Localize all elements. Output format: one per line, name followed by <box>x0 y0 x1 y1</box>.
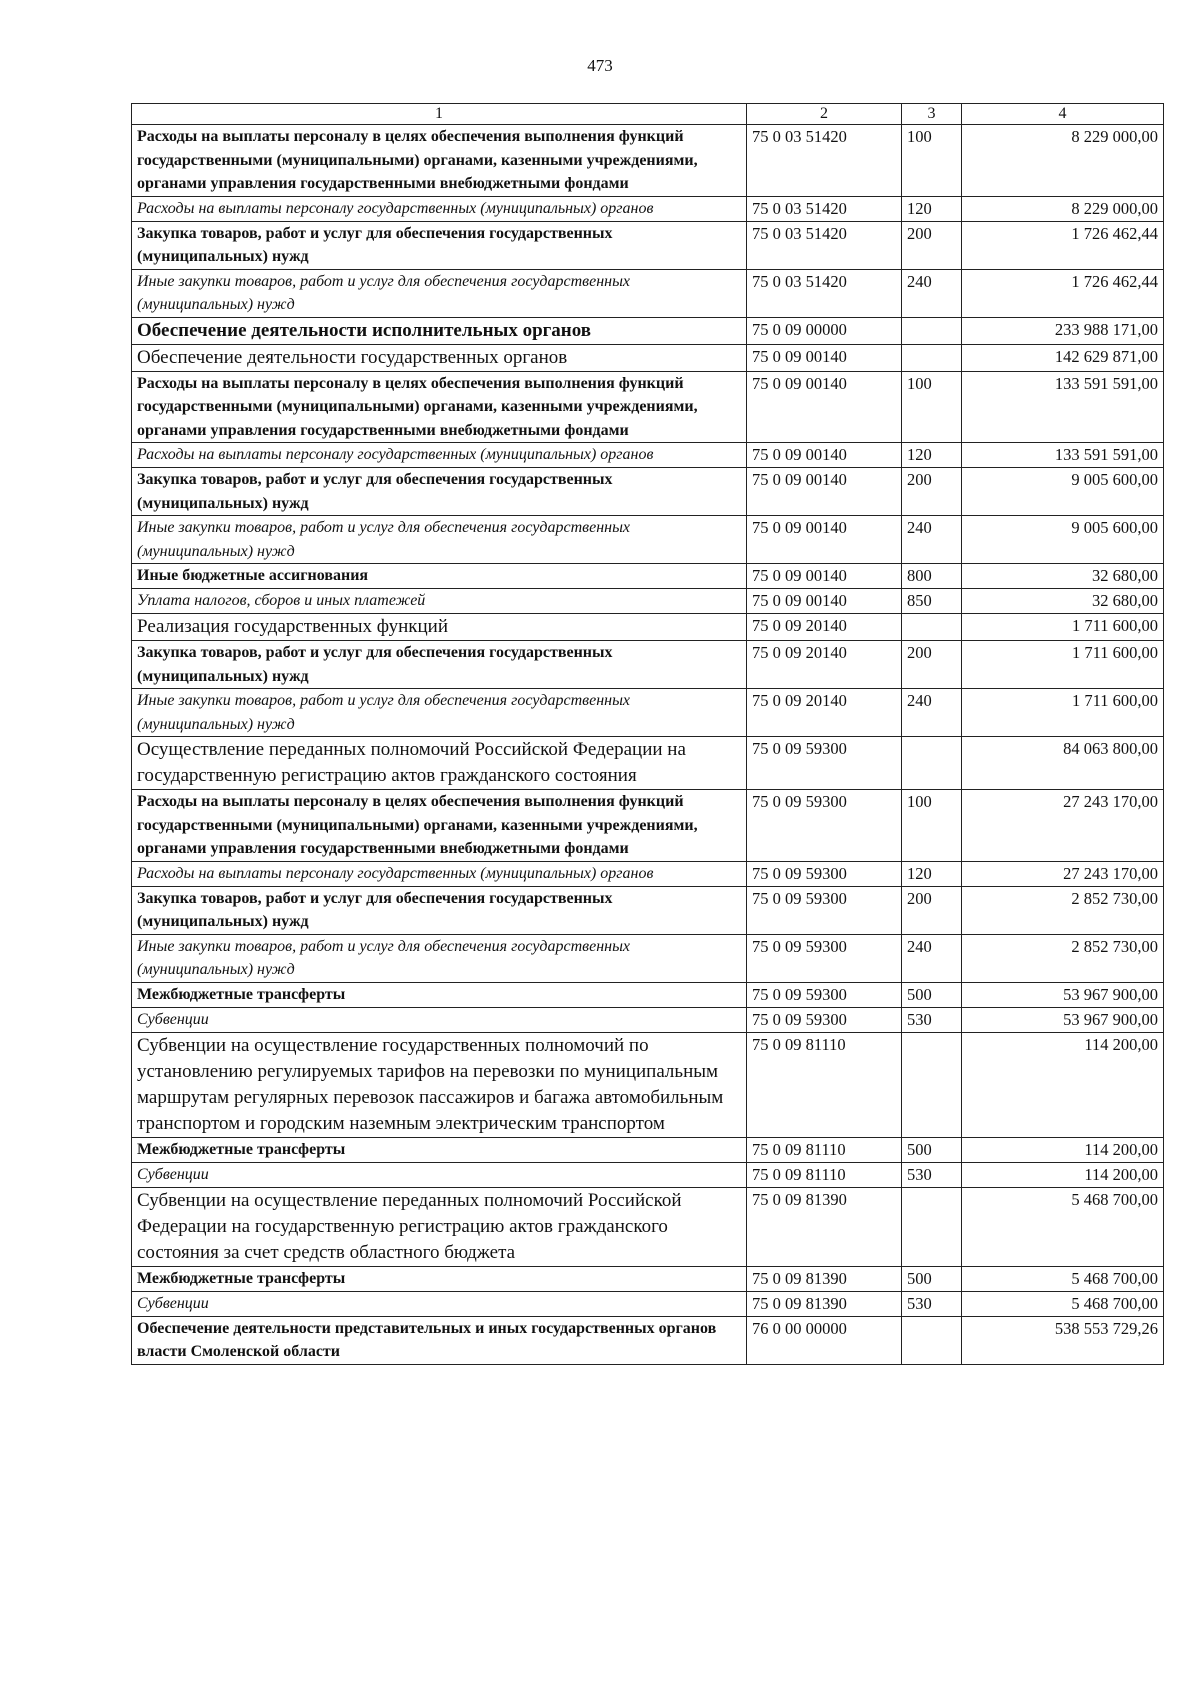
row-expense-type: 850 <box>902 589 962 614</box>
row-code: 75 0 09 81390 <box>747 1291 902 1316</box>
row-amount: 53 967 900,00 <box>962 1007 1164 1032</box>
row-name: Закупка товаров, работ и услуг для обеспечения государственных (муниципальных) нужд <box>132 468 747 516</box>
row-code: 75 0 09 81390 <box>747 1187 902 1266</box>
row-code: 75 0 09 00140 <box>747 468 902 516</box>
row-amount: 8 229 000,00 <box>962 196 1164 221</box>
table-row <box>132 344 1164 371</box>
table-row <box>132 790 1164 862</box>
row-name: Закупка товаров, работ и услуг для обеспечения государственных (муниципальных) нужд <box>132 641 747 689</box>
row-amount: 114 200,00 <box>962 1032 1164 1137</box>
row-name: Обеспечение деятельности представительных и иных государственных органов власти Смоленской области <box>132 1316 747 1364</box>
row-expense-type: 530 <box>902 1162 962 1187</box>
row-code: 75 0 09 81110 <box>747 1032 902 1137</box>
table-row <box>132 317 1164 344</box>
table-row <box>132 1316 1164 1364</box>
table-row <box>132 1032 1164 1137</box>
row-name: Реализация государственных функций <box>132 614 747 641</box>
row-amount: 5 468 700,00 <box>962 1266 1164 1291</box>
table-row <box>132 861 1164 886</box>
row-name: Межбюджетные трансферты <box>132 982 747 1007</box>
row-name: Закупка товаров, работ и услуг для обеспечения государственных (муниципальных) нужд <box>132 886 747 934</box>
row-amount: 233 988 171,00 <box>962 317 1164 344</box>
row-name: Обеспечение деятельности исполнительных органов <box>132 317 747 344</box>
row-expense-type <box>902 1032 962 1137</box>
header-col-2: 2 <box>747 104 902 125</box>
table-row <box>132 1187 1164 1266</box>
row-name: Расходы на выплаты персоналу в целях обеспечения выполнения функций государственными (муниципальными) органами, казенными учреждениями, органами управления государственными внебюджетными фондами <box>132 125 747 197</box>
row-expense-type <box>902 317 962 344</box>
row-expense-type <box>902 1316 962 1364</box>
row-name: Расходы на выплаты персоналу в целях обеспечения выполнения функций государственными (муниципальными) органами, казенными учреждениями, органами управления государственными внебюджетными фондами <box>132 371 747 443</box>
row-amount: 1 711 600,00 <box>962 641 1164 689</box>
table-row <box>132 934 1164 982</box>
table-row <box>132 614 1164 641</box>
table-row <box>132 1291 1164 1316</box>
row-expense-type: 240 <box>902 269 962 317</box>
row-code: 75 0 03 51420 <box>747 125 902 197</box>
budget-table <box>131 103 1164 1365</box>
row-code: 75 0 09 00140 <box>747 589 902 614</box>
table-row <box>132 1162 1164 1187</box>
table-row <box>132 1266 1164 1291</box>
table-row <box>132 371 1164 443</box>
row-amount: 142 629 871,00 <box>962 344 1164 371</box>
row-amount: 27 243 170,00 <box>962 861 1164 886</box>
table-row <box>132 589 1164 614</box>
row-name: Субвенции на осуществление переданных полномочий Российской Федерации на государственную регистрацию актов гражданского состояния за счет средств областного бюджета <box>132 1187 747 1266</box>
table-row <box>132 196 1164 221</box>
table-row <box>132 689 1164 737</box>
row-expense-type: 800 <box>902 564 962 589</box>
row-expense-type: 100 <box>902 790 962 862</box>
row-expense-type <box>902 1187 962 1266</box>
row-name: Межбюджетные трансферты <box>132 1266 747 1291</box>
table-row <box>132 443 1164 468</box>
row-expense-type: 120 <box>902 443 962 468</box>
row-code: 75 0 09 59300 <box>747 982 902 1007</box>
row-expense-type: 200 <box>902 468 962 516</box>
row-expense-type: 100 <box>902 371 962 443</box>
row-amount: 27 243 170,00 <box>962 790 1164 862</box>
row-name: Расходы на выплаты персоналу в целях обеспечения выполнения функций государственными (муниципальными) органами, казенными учреждениями, органами управления государственными внебюджетными фондами <box>132 790 747 862</box>
table-row <box>132 269 1164 317</box>
table-row <box>132 1137 1164 1162</box>
row-amount: 84 063 800,00 <box>962 737 1164 790</box>
row-amount: 114 200,00 <box>962 1162 1164 1187</box>
row-expense-type: 200 <box>902 221 962 269</box>
row-amount: 1 711 600,00 <box>962 614 1164 641</box>
row-amount: 53 967 900,00 <box>962 982 1164 1007</box>
row-amount: 114 200,00 <box>962 1137 1164 1162</box>
row-amount: 538 553 729,26 <box>962 1316 1164 1364</box>
row-name: Иные бюджетные ассигнования <box>132 564 747 589</box>
table-row <box>132 221 1164 269</box>
row-expense-type: 500 <box>902 1137 962 1162</box>
row-name: Субвенции на осуществление государственных полномочий по установлению регулируемых тарифов на перевозки по муниципальным маршрутам регулярных перевозок пассажиров и багажа автомобильным транспортом и городским наземным электрическим транспортом <box>132 1032 747 1137</box>
row-code: 75 0 09 59300 <box>747 790 902 862</box>
row-name: Субвенции <box>132 1162 747 1187</box>
row-expense-type: 240 <box>902 516 962 564</box>
row-expense-type <box>902 344 962 371</box>
row-amount: 32 680,00 <box>962 589 1164 614</box>
row-name: Уплата налогов, сборов и иных платежей <box>132 589 747 614</box>
row-expense-type: 200 <box>902 886 962 934</box>
row-name: Расходы на выплаты персоналу государственных (муниципальных) органов <box>132 443 747 468</box>
row-expense-type <box>902 614 962 641</box>
row-code: 75 0 09 00140 <box>747 371 902 443</box>
row-code: 75 0 09 81390 <box>747 1266 902 1291</box>
row-code: 76 0 00 00000 <box>747 1316 902 1364</box>
row-code: 75 0 09 00140 <box>747 443 902 468</box>
row-code: 75 0 09 59300 <box>747 861 902 886</box>
page-number: 473 <box>587 56 613 75</box>
table-row <box>132 564 1164 589</box>
row-expense-type: 200 <box>902 641 962 689</box>
row-code: 75 0 09 00140 <box>747 344 902 371</box>
row-name: Иные закупки товаров, работ и услуг для обеспечения государственных (муниципальных) нужд <box>132 516 747 564</box>
row-amount: 1 726 462,44 <box>962 221 1164 269</box>
row-amount: 5 468 700,00 <box>962 1291 1164 1316</box>
row-amount: 2 852 730,00 <box>962 886 1164 934</box>
header-col-1: 1 <box>132 104 747 125</box>
row-expense-type: 240 <box>902 689 962 737</box>
row-code: 75 0 09 00140 <box>747 564 902 589</box>
table-row <box>132 125 1164 197</box>
table-row <box>132 641 1164 689</box>
row-amount: 133 591 591,00 <box>962 371 1164 443</box>
row-expense-type: 100 <box>902 125 962 197</box>
row-expense-type: 120 <box>902 196 962 221</box>
header-row <box>132 104 1164 125</box>
table-row <box>132 1007 1164 1032</box>
row-code: 75 0 03 51420 <box>747 221 902 269</box>
row-amount: 2 852 730,00 <box>962 934 1164 982</box>
row-name: Закупка товаров, работ и услуг для обеспечения государственных (муниципальных) нужд <box>132 221 747 269</box>
row-expense-type: 530 <box>902 1291 962 1316</box>
row-code: 75 0 09 00140 <box>747 516 902 564</box>
row-amount: 8 229 000,00 <box>962 125 1164 197</box>
table-row <box>132 468 1164 516</box>
row-code: 75 0 09 59300 <box>747 934 902 982</box>
row-expense-type <box>902 737 962 790</box>
table-row <box>132 982 1164 1007</box>
row-code: 75 0 03 51420 <box>747 196 902 221</box>
row-expense-type: 530 <box>902 1007 962 1032</box>
row-amount: 133 591 591,00 <box>962 443 1164 468</box>
row-amount: 32 680,00 <box>962 564 1164 589</box>
row-amount: 1 726 462,44 <box>962 269 1164 317</box>
row-name: Иные закупки товаров, работ и услуг для обеспечения государственных (муниципальных) нужд <box>132 934 747 982</box>
row-code: 75 0 09 81110 <box>747 1162 902 1187</box>
row-amount: 1 711 600,00 <box>962 689 1164 737</box>
row-code: 75 0 09 59300 <box>747 886 902 934</box>
row-amount: 5 468 700,00 <box>962 1187 1164 1266</box>
row-code: 75 0 09 20140 <box>747 641 902 689</box>
row-name: Расходы на выплаты персоналу государственных (муниципальных) органов <box>132 196 747 221</box>
table-row <box>132 737 1164 790</box>
row-code: 75 0 09 20140 <box>747 689 902 737</box>
row-code: 75 0 09 59300 <box>747 737 902 790</box>
row-expense-type: 500 <box>902 1266 962 1291</box>
row-name: Осуществление переданных полномочий Российской Федерации на государственную регистрацию актов гражданского состояния <box>132 737 747 790</box>
row-code: 75 0 09 59300 <box>747 1007 902 1032</box>
row-amount: 9 005 600,00 <box>962 516 1164 564</box>
row-expense-type: 240 <box>902 934 962 982</box>
row-name: Межбюджетные трансферты <box>132 1137 747 1162</box>
row-name: Иные закупки товаров, работ и услуг для обеспечения государственных (муниципальных) нужд <box>132 269 747 317</box>
row-expense-type: 500 <box>902 982 962 1007</box>
row-code: 75 0 09 20140 <box>747 614 902 641</box>
row-amount: 9 005 600,00 <box>962 468 1164 516</box>
table-row <box>132 516 1164 564</box>
row-code: 75 0 09 00000 <box>747 317 902 344</box>
row-expense-type: 120 <box>902 861 962 886</box>
header-col-4: 4 <box>962 104 1164 125</box>
row-name: Расходы на выплаты персоналу государственных (муниципальных) органов <box>132 861 747 886</box>
row-code: 75 0 09 81110 <box>747 1137 902 1162</box>
table-row <box>132 886 1164 934</box>
row-code: 75 0 03 51420 <box>747 269 902 317</box>
row-name: Иные закупки товаров, работ и услуг для обеспечения государственных (муниципальных) нужд <box>132 689 747 737</box>
row-name: Обеспечение деятельности государственных органов <box>132 344 747 371</box>
row-name: Субвенции <box>132 1291 747 1316</box>
header-col-3: 3 <box>902 104 962 125</box>
row-name: Субвенции <box>132 1007 747 1032</box>
